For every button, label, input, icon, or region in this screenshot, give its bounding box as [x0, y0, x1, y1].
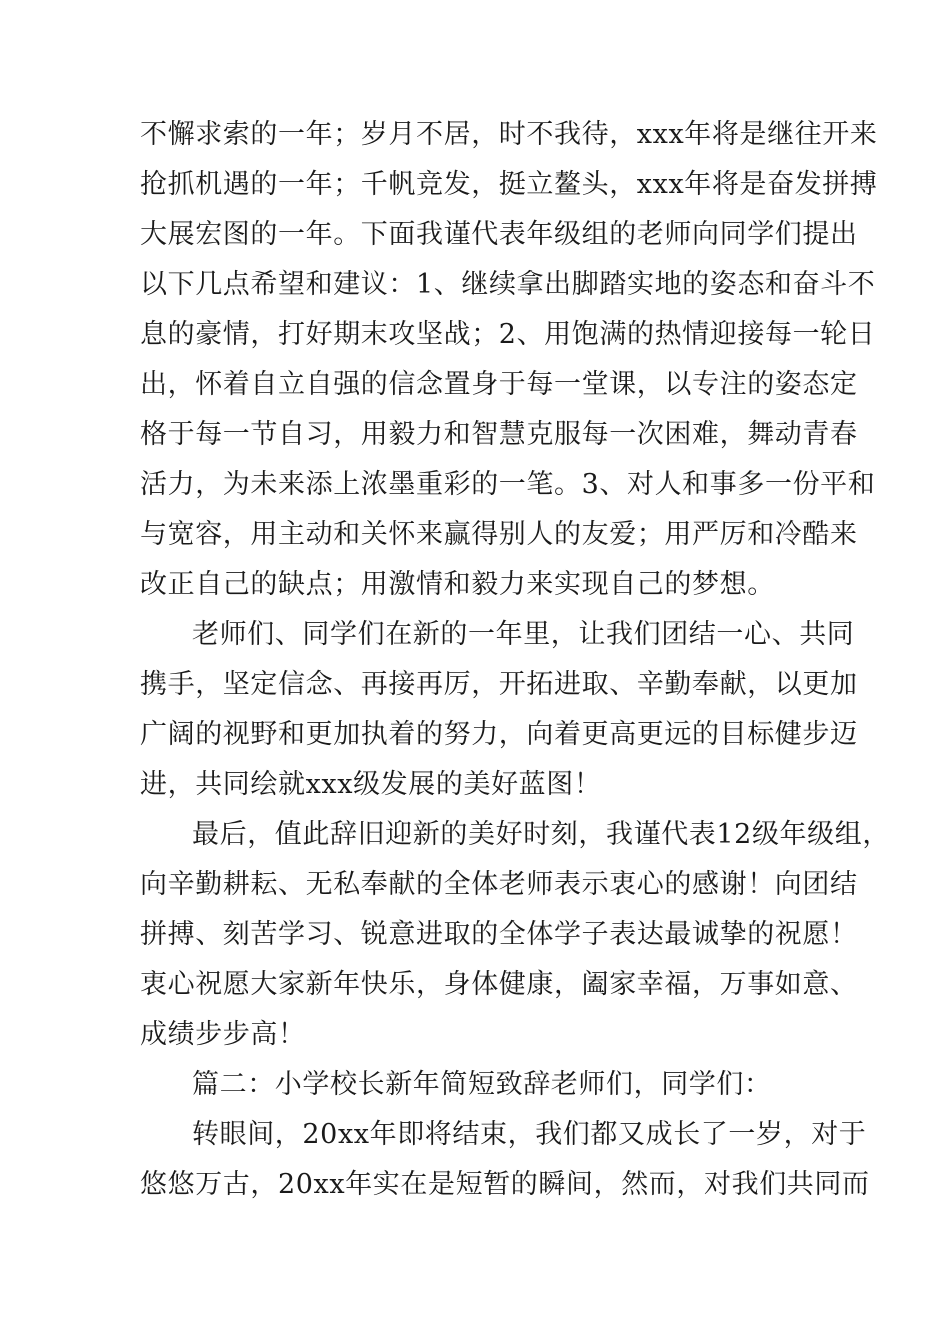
text-line: 衷心祝愿大家新年快乐，身体健康，阖家幸福，万事如意、 [140, 969, 858, 1000]
text-line: 出，怀着自立自强的信念置身于每一堂课，以专注的姿态定 [140, 369, 858, 400]
text-line: 息的豪情，打好期末攻坚战；2、用饱满的热情迎接每一轮日 [140, 319, 876, 350]
text-line: 改正自己的缺点；用激情和毅力来实现自己的梦想。 [140, 569, 775, 600]
text-line: 活力，为未来添上浓墨重彩的一笔。3、对人和事多一份平和 [140, 469, 876, 500]
text-line: 成绩步步高！ [140, 1019, 306, 1050]
text-line: 悠悠万古，20xx年实在是短暂的瞬间，然而，对我们共同而 [140, 1169, 870, 1200]
text-line: 格于每一节自习，用毅力和智慧克服每一次困难，舞动青春 [140, 419, 858, 450]
text-line: 大展宏图的一年。下面我谨代表年级组的老师向同学们提出 [140, 219, 858, 250]
paragraph-start-line: 转眼间，20xx年即将结束，我们都又成长了一岁，对于 [192, 1119, 867, 1150]
text-line: 广阔的视野和更加执着的努力，向着更高更远的目标健步迈 [140, 719, 858, 750]
text-line: 向辛勤耕耘、无私奉献的全体老师表示衷心的感谢！向团结 [140, 869, 858, 900]
text-line: 抢抓机遇的一年；千帆竞发，挺立鳌头，xxx年将是奋发拼搏 [140, 169, 878, 200]
paragraph-start-line: 最后，值此辞旧迎新的美好时刻，我谨代表12级年级组， [192, 819, 890, 850]
paragraph-start-line: 老师们、同学们在新的一年里，让我们团结一心、共同 [192, 619, 855, 650]
text-line: 不懈求索的一年；岁月不居，时不我待，xxx年将是继往开来 [140, 119, 878, 150]
section-heading-line: 篇二：小学校长新年简短致辞老师们，同学们： [192, 1069, 772, 1100]
text-line: 进，共同绘就xxx级发展的美好蓝图！ [140, 769, 602, 800]
text-line: 携手，坚定信念、再接再厉，开拓进取、辛勤奉献，以更加 [140, 669, 858, 700]
text-line: 以下几点希望和建议：1、继续拿出脚踏实地的姿态和奋斗不 [140, 269, 876, 300]
text-line: 与宽容，用主动和关怀来赢得别人的友爱；用严厉和冷酷来 [140, 519, 858, 550]
text-line: 拼搏、刻苦学习、锐意进取的全体学子表达最诚挚的祝愿！ [140, 919, 858, 950]
